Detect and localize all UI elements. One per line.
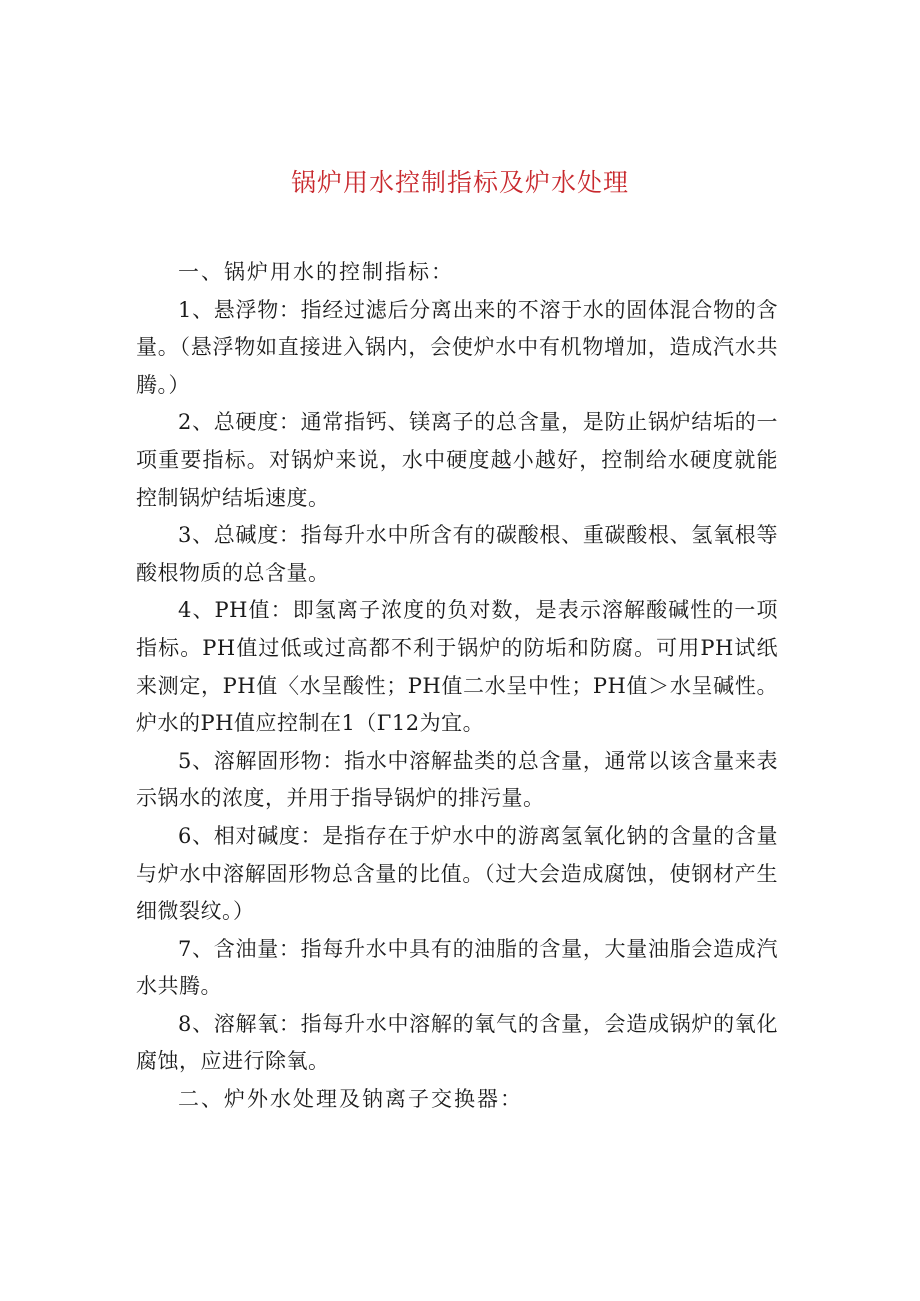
document-body [136, 254, 778, 1119]
paragraph-ph-value: 4、PH值：即氢离子浓度的负对数，是表示溶解酸碱性的一项指标。PH值过低或过高都不利于锅炉的防垢和防腐。可用PH试纸来测定，PH值〈水呈酸性；PH值二水呈中性；PH值＞水呈碱性。炉水的PH值应控制在1（Γ12为宜。 [136, 598, 778, 736]
paragraph-relative-alkalinity: 6、相对碱度：是指存在于炉水中的游离氢氧化钠的含量的含量与炉水中溶解固形物总含量的比值。（过大会造成腐蚀，使钢材产生细微裂纹。） [136, 823, 778, 924]
section-heading-external-treatment: 二、炉外水处理及钠离子交换器： [178, 1087, 523, 1112]
paragraph-total-alkalinity: 3、总碱度：指每升水中所含有的碳酸根、重碳酸根、氢氧根等酸根物质的总含量。 [136, 523, 778, 585]
paragraph-dissolved-oxygen: 8、溶解氧：指每升水中溶解的氧气的含量，会造成锅炉的氧化腐蚀，应进行除氧。 [136, 1011, 778, 1074]
paragraph-total-hardness: 2、总硬度：通常指钙、镁离子的总含量，是防止锅炉结垢的一项重要指标。对锅炉来说，水中硬度越小越好，控制给水硬度就能控制锅炉结垢速度。 [136, 410, 778, 510]
section-heading-control-indicators: 一、锅炉用水的控制指标： [178, 260, 454, 284]
document-title: 锅炉用水控制指标及炉水处理 [290, 168, 629, 197]
paragraph-suspended-solids: 1、悬浮物：指经过滤后分离出来的不溶于水的固体混合物的含量。（悬浮物如直接进入锅内，会使炉水中有机物增加，造成汽水共腾。） [136, 297, 778, 397]
paragraph-dissolved-solids: 5、溶解固形物：指水中溶解盐类的总含量，通常以该含量来表示锅水的浓度，并用于指导锅炉的排污量。 [136, 748, 778, 811]
paragraph-oil-content: 7、含油量：指每升水中具有的油脂的含量，大量油脂会造成汽水共腾。 [136, 936, 778, 999]
